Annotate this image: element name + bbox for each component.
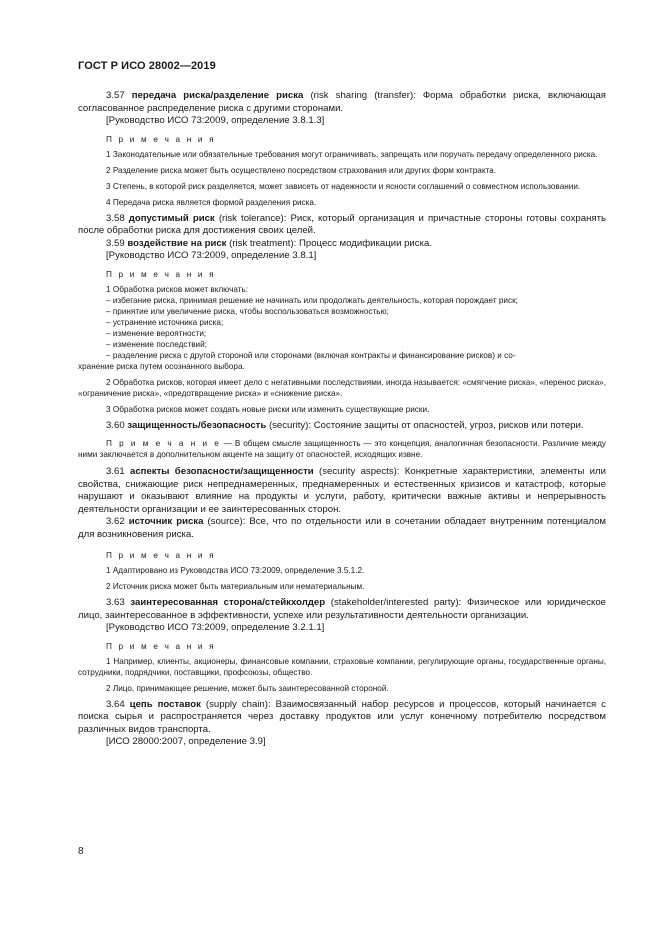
reference: [Руководство ИСО 73:2009, определение 3.2.1.1] — [106, 622, 325, 633]
notes-heading: П р и м е ч а н и я — [106, 134, 216, 144]
note: 3 Степень, в которой риск разделяется, может зависеть от надежности и ясности соглашений о совместном использовании. — [106, 181, 581, 191]
notes-heading: П р и м е ч а н и я — [106, 269, 216, 279]
note: 1 Законодательные или обязательные требования могут ограничивать, запрещать или поручать передачу определенного риска. — [106, 149, 598, 159]
note-label: П р и м е ч а н и е — [106, 439, 222, 448]
list-item: – изменение последствий; — [106, 339, 207, 349]
term: источник риска — [128, 516, 204, 527]
entry-3-64: 3.64 цепь поставок (supply chain): Взаимосвязанный набор ресурсов и процессов, который начинается с поиска сырья и распространяется через доставку продуктов или услуг конечному потребителю посредством различных видов транспорта. — [78, 698, 606, 735]
note: 1 Обработка рисков может включать: — [106, 284, 249, 294]
term: воздействие на риск — [127, 237, 227, 249]
list-item: – изменение вероятности; — [106, 328, 207, 338]
note: 4 Передача риска является формой разделения риска. — [106, 197, 317, 207]
entry-3-57: 3.57 передача риска/разделение риска (risk sharing (transfer): Форма обработки риска, включающая согласованное распределение риска с другими сторонами. — [78, 90, 606, 114]
entry-3-63: 3.63 заинтересованная сторона/стейкхолдер (stakeholder/interested party): Физическое или юридическое лицо, заинтересованное в эффективности, успехе или результативности деятельности организации. — [78, 597, 606, 621]
note: 2 Разделение риска может быть осуществлено посредством страхования или других форм контракта. — [106, 165, 496, 175]
term: цепь поставок — [129, 698, 201, 710]
list-item: – разделение риска с другой стороной или сторонами (включая контракты и финансирование рисков) и со- — [106, 350, 516, 360]
entry-3-58: 3.58 допустимый риск (risk tolerance): Риск, который организация и причастные стороны готовы сохранять после обработки риска для достижения своих целей. — [78, 212, 606, 236]
list-item: – принятие или увеличение риска, чтобы воспользоваться возможностью; — [106, 306, 389, 316]
list-item-continuation: хранение риска путем осознанного выбора. — [78, 361, 245, 371]
note: 2 Обработка рисков, которая имеет дело с негативными последствиями, иногда называется: «смягчение риска», «перенос риска», «ограничение риска», «предотвращение риска» и «снижение риска». — [78, 377, 606, 398]
note: 1 Например, клиенты, акционеры, финансовые компании, страховые компании, регулирующие органы, государственные органы, сотрудники, подрядчики, поставщики, профсоюзы, общество. — [78, 656, 606, 677]
list-item: – устранение источника риска; — [106, 317, 224, 327]
reference: [Руководство ИСО 73:2009, определение 3.8.1.3] — [106, 115, 325, 126]
term: допустимый риск — [128, 212, 215, 224]
note: 2 Источник риска может быть материальным или нематериальным. — [106, 582, 365, 591]
note: 3 Обработка рисков может создать новые риски или изменить существующие риски. — [106, 404, 430, 414]
entry-3-59: 3.59 воздействие на риск (risk treatment): Процесс модификации риска. — [106, 237, 432, 249]
document-header: ГОСТ Р ИСО 28002—2019 — [78, 60, 216, 72]
reference: [Руководство ИСО 73:2009, определение 3.8.1] — [106, 250, 317, 261]
term: аспекты безопасности/защищенности — [130, 466, 314, 477]
note: 2 Лицо, принимающее решение, может быть заинтересованной стороной. — [106, 683, 389, 693]
document-body — [78, 90, 606, 755]
entry-3-60: 3.60 защищенность/безопасность (security): Состояние защиты от опасностей, угроз, рисков или потери. — [106, 419, 584, 431]
list-item: – избегание риска, принимая решение не начинать или продолжать деятельность, которая порождает риск; — [106, 295, 518, 305]
entry-3-61: 3.61 аспекты безопасности/защищенности (security aspects): Конкретные характеристики, элементы или свойства, снижающие риск непреднамеренных, преднамеренных и естественных кризисов и катастроф, которые нарушают и оказывают влияние на продукты и услуги, работу, критически важные активы и непрерывность деятельности организации и ее заинтересованных сторон. — [78, 466, 606, 515]
note: 1 Адаптировано из Руководства ИСО 73:2009, определение 3.5.1.2. — [106, 566, 365, 575]
term: заинтересованная сторона/стейкхолдер — [130, 597, 326, 608]
entry-3-62: 3.62 источник риска (source): Все, что по отдельности или в сочетании обладает внутренним потенциалом для возникновения риска. — [78, 516, 606, 540]
notes-heading: П р и м е ч а н и я — [106, 551, 216, 560]
page-number: 8 — [78, 846, 84, 857]
term: защищенность/безопасность — [127, 419, 267, 431]
note: П р и м е ч а н и е — В общем смысле защищенность — это концепция, аналогичная безопасности. Различие между ними заключается в дополнительном акценте на защиту от опасностей, исходящих извне. — [78, 439, 606, 459]
reference: [ИСО 28000:2007, определение 3.9] — [106, 736, 266, 747]
notes-heading: П р и м е ч а н и я — [106, 641, 216, 651]
term: передача риска/разделение риска — [131, 90, 304, 101]
